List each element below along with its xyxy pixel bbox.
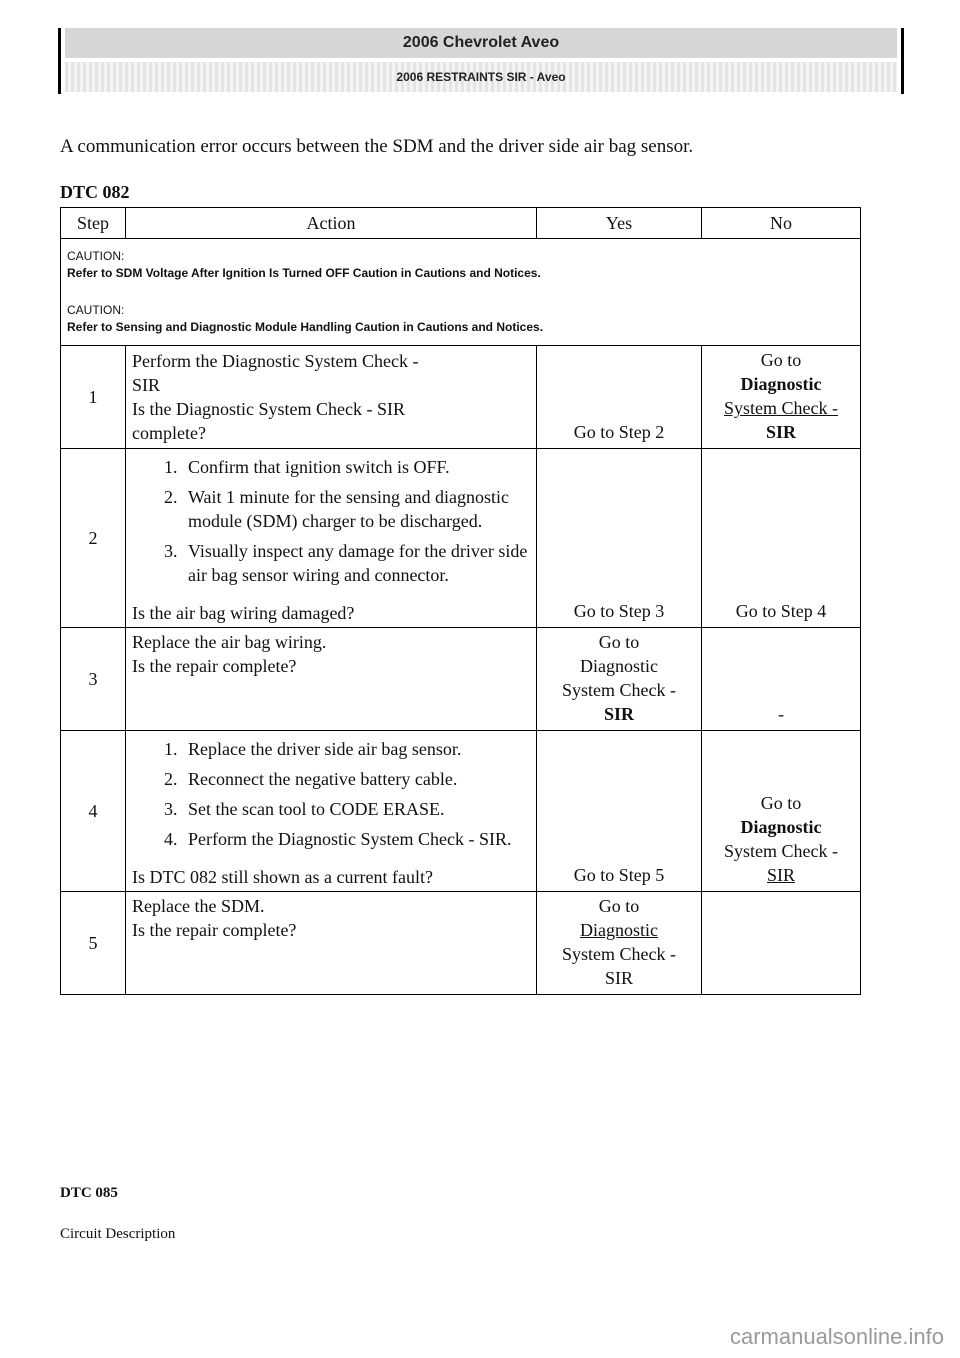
col-no: No: [702, 208, 861, 239]
action-line: SIR: [132, 375, 161, 395]
col-step: Step: [61, 208, 126, 239]
list-item: 4. Perform the Diagnostic System Check - SIR.: [182, 827, 530, 851]
no-text: -: [778, 704, 784, 724]
action-line: Replace the air bag wiring.: [132, 632, 327, 652]
no-text: Go to: [760, 793, 802, 813]
yes-link-line[interactable]: Diagnostic: [580, 656, 658, 676]
no-text: Go to: [760, 350, 802, 370]
intro-text: A communication error occurs between the SDM and the driver side air bag sensor.: [60, 136, 694, 157]
action-line: Perform the Diagnostic System Check -: [132, 351, 419, 371]
yes-link-line[interactable]: System Check -: [562, 680, 676, 700]
next-dtc-heading: DTC 085: [60, 1185, 118, 1201]
table-row: [61, 449, 861, 628]
no-cell: [702, 449, 861, 628]
caution-label: CAUTION:: [67, 303, 125, 317]
no-cell: [702, 628, 861, 731]
caution-text: Refer to Sensing and Diagnostic Module Handling Caution in Cautions and Notices.: [67, 320, 544, 334]
step-action: [126, 892, 537, 995]
step-number: 1: [61, 346, 126, 449]
no-link-line[interactable]: Diagnostic: [740, 374, 822, 394]
step-action: [126, 731, 537, 892]
action-question: Is DTC 082 still shown as a current fault?: [132, 867, 433, 887]
step-action: [126, 628, 537, 731]
yes-cell: [537, 731, 702, 892]
no-link-line[interactable]: SIR: [766, 865, 795, 885]
yes-link-line[interactable]: SIR: [604, 968, 633, 988]
step-number: 2: [61, 449, 126, 628]
action-line: complete?: [132, 423, 206, 443]
action-list: [132, 737, 530, 851]
no-cell: [702, 731, 861, 892]
yes-text: Go to: [598, 896, 640, 916]
caution-label: CAUTION:: [67, 249, 125, 263]
step-action: [126, 346, 537, 449]
yes-cell: [537, 892, 702, 995]
step-number: 4: [61, 731, 126, 892]
action-line: Is the repair complete?: [132, 920, 297, 940]
no-link-line[interactable]: System Check -: [724, 841, 838, 861]
table-header-row: [61, 208, 861, 239]
yes-link-line[interactable]: SIR: [603, 704, 634, 724]
caution-block: [67, 303, 670, 335]
action-line: Is the Diagnostic System Check - SIR: [132, 399, 405, 419]
list-item: 1. Confirm that ignition switch is OFF.: [182, 455, 530, 479]
step-action: [126, 449, 537, 628]
list-item: 1. Replace the driver side air bag sensor.: [182, 737, 530, 761]
caution-block: [67, 249, 670, 281]
dtc-title: DTC 082: [60, 182, 130, 202]
header-subtitle: 2006 RESTRAINTS SIR - Aveo: [65, 62, 897, 92]
step-number: 5: [61, 892, 126, 995]
action-question: Is the air bag wiring damaged?: [132, 603, 355, 623]
no-link-line[interactable]: Diagnostic: [740, 817, 822, 837]
yes-link-line[interactable]: Diagnostic: [580, 920, 658, 940]
yes-cell: [537, 346, 702, 449]
list-item: 3. Visually inspect any damage for the driver side air bag sensor wiring and connector.: [182, 539, 530, 587]
action-line: Replace the SDM.: [132, 896, 265, 916]
caution-text: Refer to SDM Voltage After Ignition Is Turned OFF Caution in Cautions and Notices.: [67, 266, 541, 280]
no-link-line[interactable]: System Check -: [724, 398, 838, 418]
col-action: Action: [126, 208, 537, 239]
table-row: [61, 892, 861, 995]
list-item: 2. Reconnect the negative battery cable.: [182, 767, 530, 791]
yes-text: Go to Step 5: [573, 865, 665, 885]
table-row: [61, 346, 861, 449]
diagnostic-table: [60, 207, 861, 995]
yes-text: Go to: [598, 632, 640, 652]
caution-row: [61, 239, 861, 346]
yes-cell: [537, 628, 702, 731]
col-yes: Yes: [537, 208, 702, 239]
header-title: 2006 Chevrolet Aveo: [65, 28, 897, 58]
no-cell: [702, 892, 861, 995]
no-text: Go to Step 4: [735, 601, 827, 621]
no-link-line[interactable]: SIR: [765, 422, 796, 442]
table-row: [61, 628, 861, 731]
yes-link-line[interactable]: System Check -: [562, 944, 676, 964]
yes-text: Go to Step 3: [573, 601, 665, 621]
yes-cell: [537, 449, 702, 628]
caution-cell: [61, 239, 861, 346]
action-line: Is the repair complete?: [132, 656, 297, 676]
table-row: [61, 731, 861, 892]
list-item: 3. Set the scan tool to CODE ERASE.: [182, 797, 530, 821]
page-header: [58, 28, 904, 94]
no-cell: [702, 346, 861, 449]
action-list: [132, 455, 530, 587]
circuit-description-heading: Circuit Description: [60, 1226, 176, 1242]
watermark: carmanualsonline.info: [729, 1324, 944, 1349]
list-item: 2. Wait 1 minute for the sensing and diagnostic module (SDM) charger to be discharged.: [182, 485, 530, 533]
yes-text: Go to Step 2: [573, 422, 665, 442]
step-number: 3: [61, 628, 126, 731]
